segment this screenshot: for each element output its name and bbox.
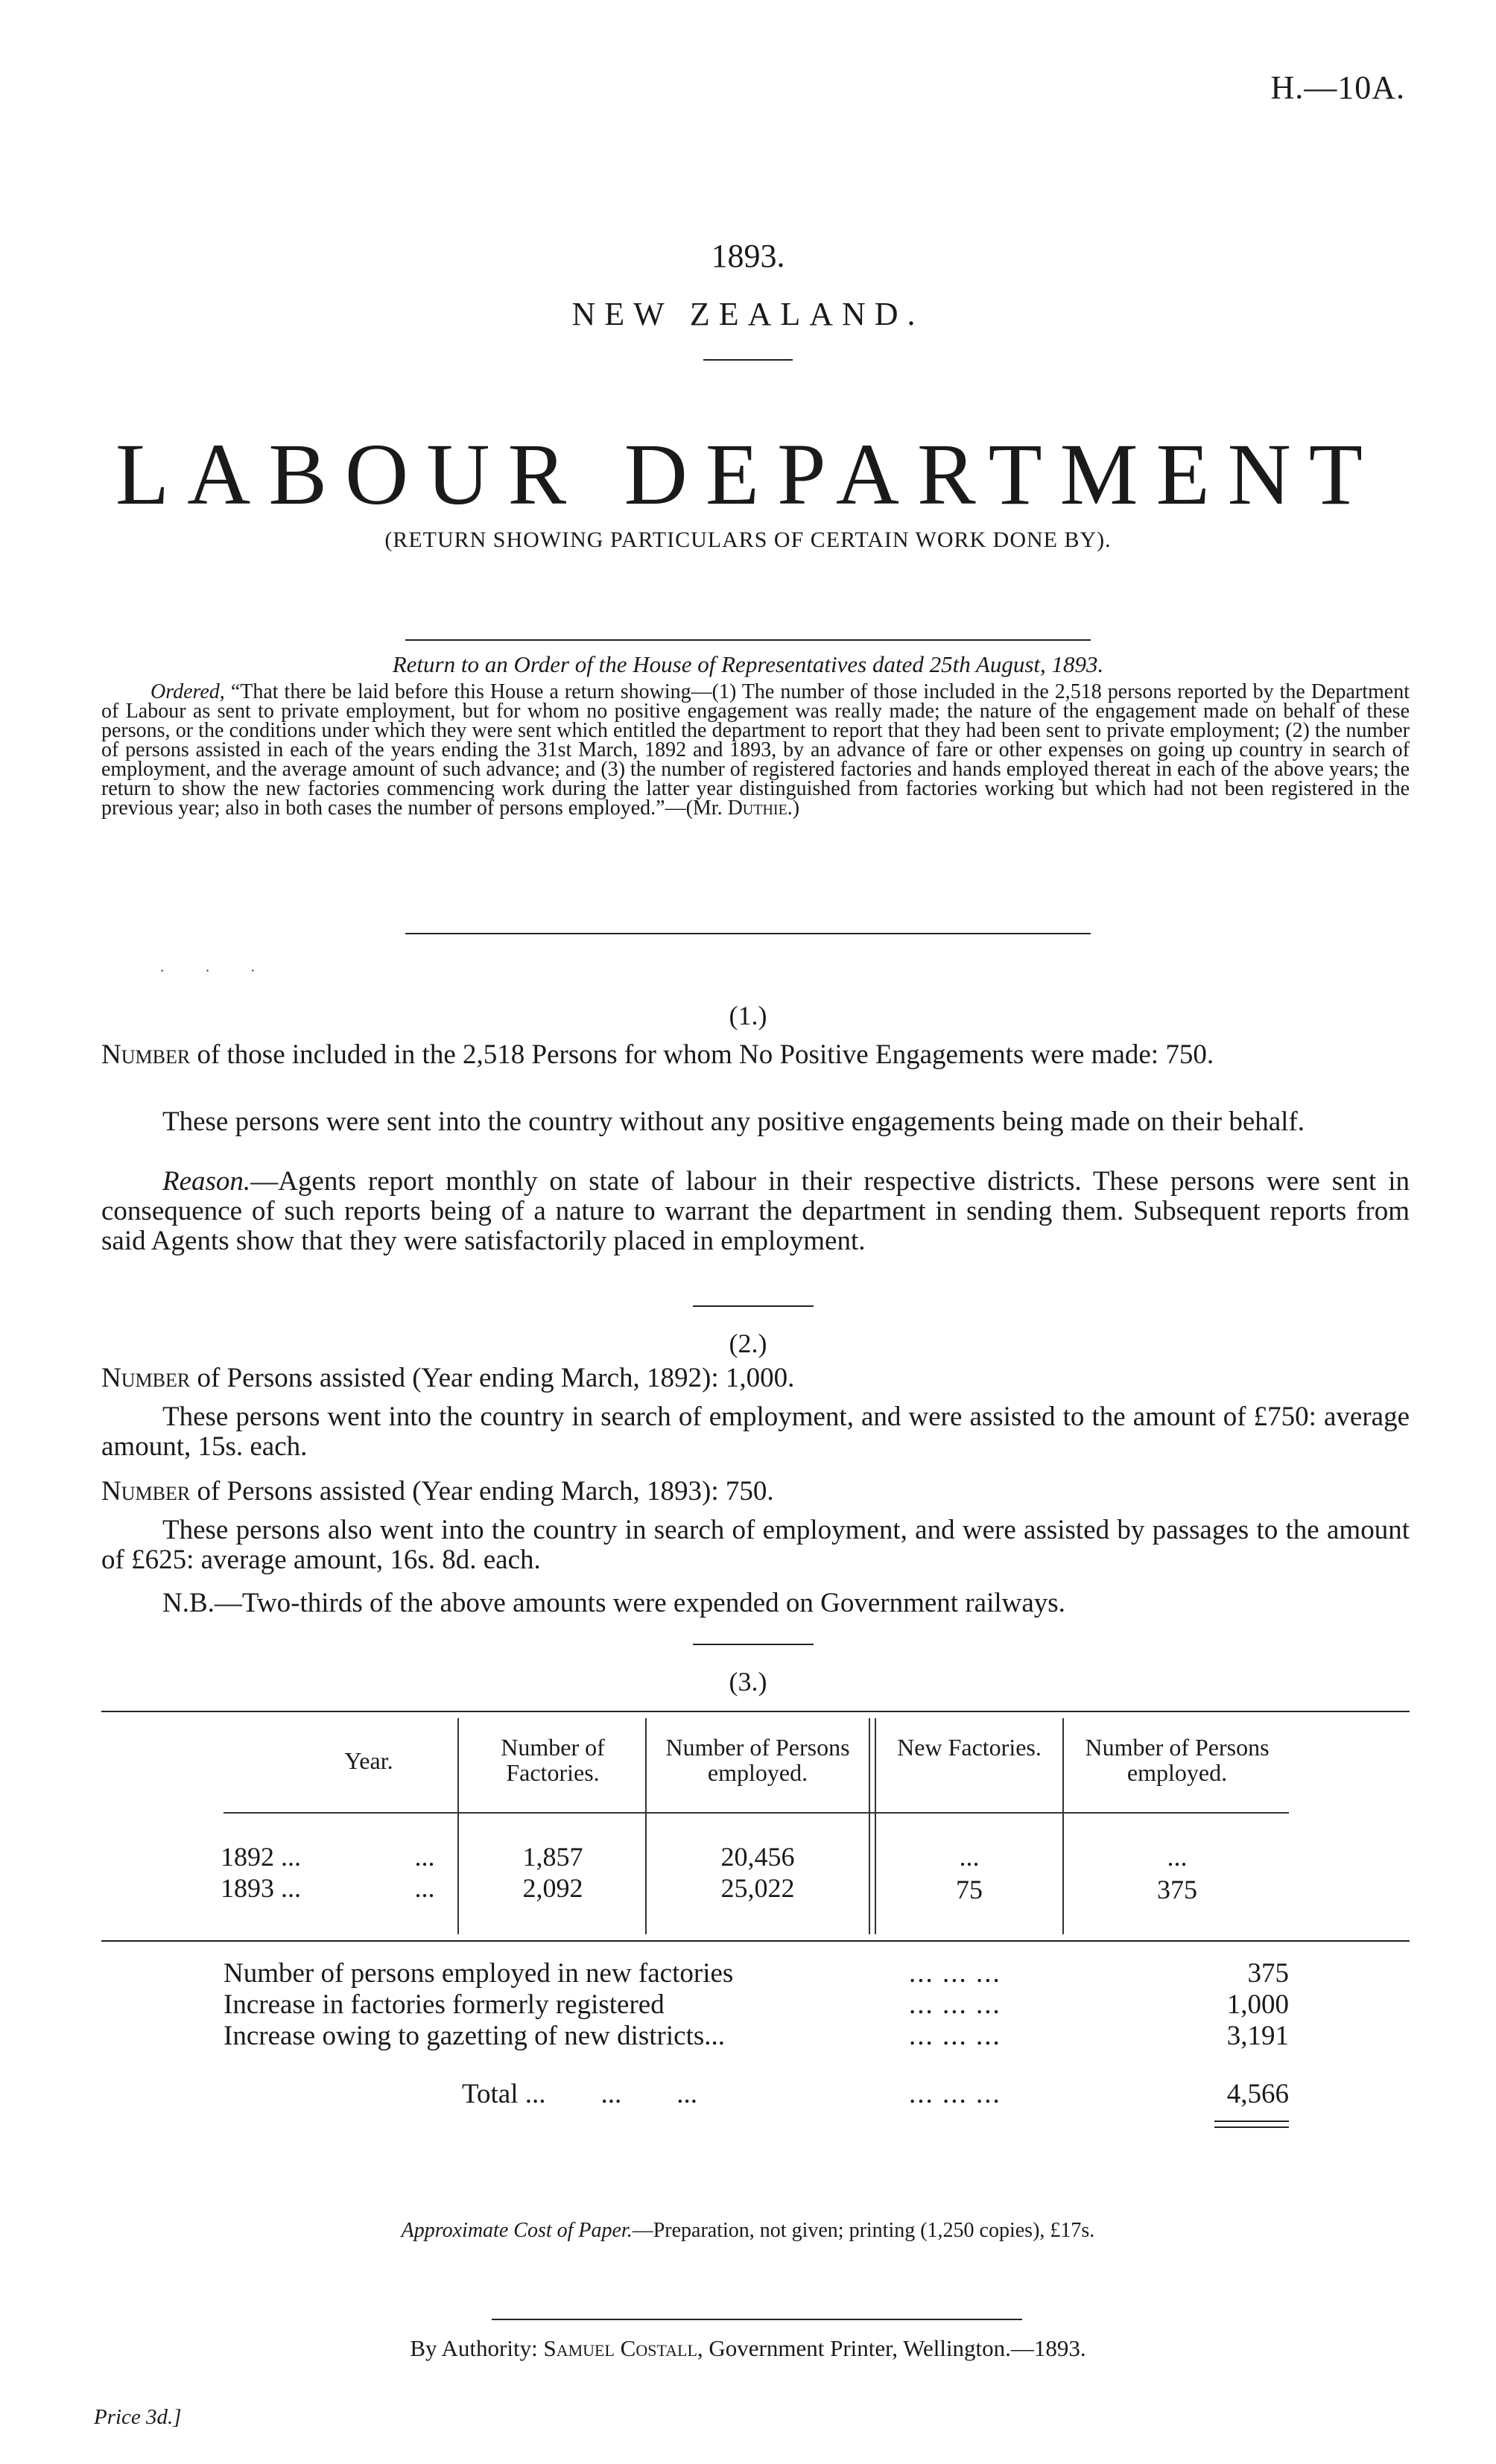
table-row-1893-year: 1893 ... — [221, 1873, 301, 1903]
table-header-new-factories: New Factories. — [897, 1734, 1042, 1761]
section-2-line-1-text: of Persons assisted (Year ending March, 1892): 1,000. — [197, 1363, 795, 1393]
total-leader: ... ... ... — [909, 2079, 1001, 2109]
table-row-1892-year-value: 1892 — [221, 1842, 274, 1872]
section-1-number-label: Number — [101, 1039, 191, 1070]
section-2-line-1 — [101, 1364, 1410, 1393]
authority-suffix: Government Printer, Wellington.—1893. — [709, 2335, 1086, 2361]
ordered-label: Ordered, — [150, 680, 225, 703]
printer-authority — [0, 2335, 1496, 2362]
document-year: 1893. — [711, 238, 785, 274]
ordered-paragraph — [101, 682, 1410, 818]
section-1-number-line — [101, 1040, 1410, 1070]
table-row-1893-new-factories: 75 — [956, 1875, 983, 1904]
table-bottom-rule — [101, 1940, 1410, 1942]
section-2-line-2-label: Number — [101, 1476, 191, 1507]
table-row-1893-factories: 2,092 — [522, 1873, 583, 1903]
section-2-paragraph-2: These persons also went into the country in search of employment, and were assisted by passages to the amount of £625: average amount, 16s. 8d. each. — [101, 1515, 1410, 1575]
document-country: NEW ZEALAND. — [571, 296, 925, 332]
authority-name: Samuel Costall, — [543, 2335, 703, 2361]
cost-text: —Preparation, not given; printing (1,250 copies), £17s. — [632, 2219, 1095, 2242]
total-row: Total ... ... ... — [462, 2079, 697, 2109]
table-row-1893-new-persons: 375 — [1157, 1875, 1197, 1904]
section-1-heading: (1.) — [729, 1001, 767, 1030]
summary-leader: ... ... ... — [909, 1989, 1001, 2020]
order-top-rule — [405, 639, 1091, 641]
table-row-1893-year-value: 1893 — [221, 1873, 274, 1903]
table-vline — [645, 1718, 647, 1934]
section-2-heading: (2.) — [729, 1328, 767, 1358]
table-top-rule — [101, 1711, 1410, 1712]
summary-value: 1,000 — [1226, 1989, 1289, 2020]
header-divider — [703, 359, 793, 361]
table-row-1892-factories: 1,857 — [522, 1842, 583, 1872]
section-2-line-2-text: of Persons assisted (Year ending March, 1893): 750. — [197, 1476, 774, 1507]
section-1-paragraph: These persons were sent into the country without any positive engagements being made on their behalf. — [162, 1106, 1305, 1137]
summary-label: Increase in factories formerly registered — [224, 1989, 665, 2020]
cost-label: Approximate Cost of Paper. — [401, 2219, 633, 2242]
section-1-reason-text: —Agents report monthly on state of labour in their respective districts. These persons were sent in consequence of such reports being of a nature to warrant the department in sending them. Subsequent reports from said Agents show that they were satisfactorily placed in employment. — [101, 1166, 1410, 1256]
table-row-1893-persons: 25,022 — [720, 1873, 795, 1903]
ordered-text: “That there be laid before this House a return showing—(1) The number of those included in the 2,518 persons reported by the Department of Labour as sent to private employment, but for whom no positive engagement was really made; the nature of the engagement made on behalf of these persons, or the conditions under which they were sent which entitled the department to report that they had been sent to private employment; (2) the number of persons assisted in each of the years ending the 31st March, 1892 and 1893, by an advance of fare or other expenses on going up country in search of employment, and the average amount of such advance; and (3) the number of registered factories and hands employed thereat in each of the above years; the return to show the new factories commencing work during the latter year distinguished from factories working but which had not been registered in the previous year; also in both cases the number of persons employed.”—(Mr. — [101, 680, 1410, 820]
section-1-reason-label: Reason. — [162, 1166, 251, 1197]
summary-label: Number of persons employed in new factories — [224, 1958, 734, 1989]
section-1-number-text: of those included in the 2,518 Persons for whom No Positive Engagements were made: 750. — [197, 1039, 1214, 1070]
summary-value: 375 — [1247, 1958, 1289, 1989]
section-2-note: N.B.—Two-thirds of the above amounts were expended on Government railways. — [162, 1588, 1065, 1618]
section-2-line-1-label: Number — [101, 1363, 191, 1393]
approximate-cost — [0, 2219, 1496, 2243]
table-header-factories: Number of Factories. — [501, 1734, 605, 1786]
table-row-1892-new-persons: ... — [1167, 1842, 1188, 1872]
return-order-line: Return to an Order of the House of Representatives dated 25th August, 1893. — [392, 651, 1104, 677]
summary-leader: ... ... ... — [909, 1958, 1001, 1989]
section-1-divider — [693, 1305, 814, 1307]
section-2-paragraph-1: These persons went into the country in search of employment, and were assisted to the amount of £750: average amount, 15s. each. — [101, 1402, 1410, 1462]
section-2-line-2 — [101, 1477, 1410, 1507]
summary-value: 3,191 — [1226, 2021, 1289, 2051]
table-row-1892-persons: 20,456 — [720, 1842, 795, 1872]
total-double-rule — [1214, 2121, 1289, 2122]
table-header-persons: Number of Persons employed. — [665, 1734, 850, 1786]
page-subtitle: (RETURN SHOWING PARTICULARS OF CERTAIN WORK DONE BY). — [384, 528, 1112, 552]
table-vline — [875, 1718, 876, 1934]
table-header-rule — [224, 1812, 1289, 1814]
section-2-divider — [693, 1644, 814, 1645]
table-row-1892-leader: ... — [414, 1842, 435, 1872]
table-vline — [457, 1718, 459, 1934]
summary-label: Increase owing to gazetting of new districts... — [224, 2021, 725, 2051]
table-vline — [869, 1718, 870, 1934]
table-row-1892-year: 1892 ... — [221, 1842, 301, 1872]
table-header-new-persons: Number of Persons employed. — [1085, 1734, 1270, 1786]
table-row-1893-leader: ... — [414, 1873, 435, 1903]
total-double-rule — [1214, 2126, 1289, 2128]
total-value: 4,566 — [1226, 2079, 1289, 2109]
table-vline — [1062, 1718, 1064, 1934]
stray-dots: · · · — [159, 961, 273, 980]
ordered-member: Duthie.) — [727, 796, 800, 820]
document-reference: H.—10A. — [1270, 69, 1405, 106]
total-label: Total — [462, 2079, 519, 2109]
page-title: LABOUR DEPARTMENT — [115, 425, 1381, 523]
table-header-year: Year. — [344, 1747, 393, 1774]
summary-leader: ... ... ... — [909, 2021, 1001, 2051]
authority-prefix: By Authority: — [410, 2335, 538, 2361]
section-3-heading: (3.) — [729, 1667, 767, 1697]
table-row-1892-new-factories: ... — [959, 1842, 980, 1872]
price: Price 3d.] — [94, 2405, 182, 2429]
section-1-reason — [101, 1167, 1410, 1256]
footer-rule — [492, 2319, 1022, 2320]
order-bottom-rule — [405, 933, 1091, 934]
